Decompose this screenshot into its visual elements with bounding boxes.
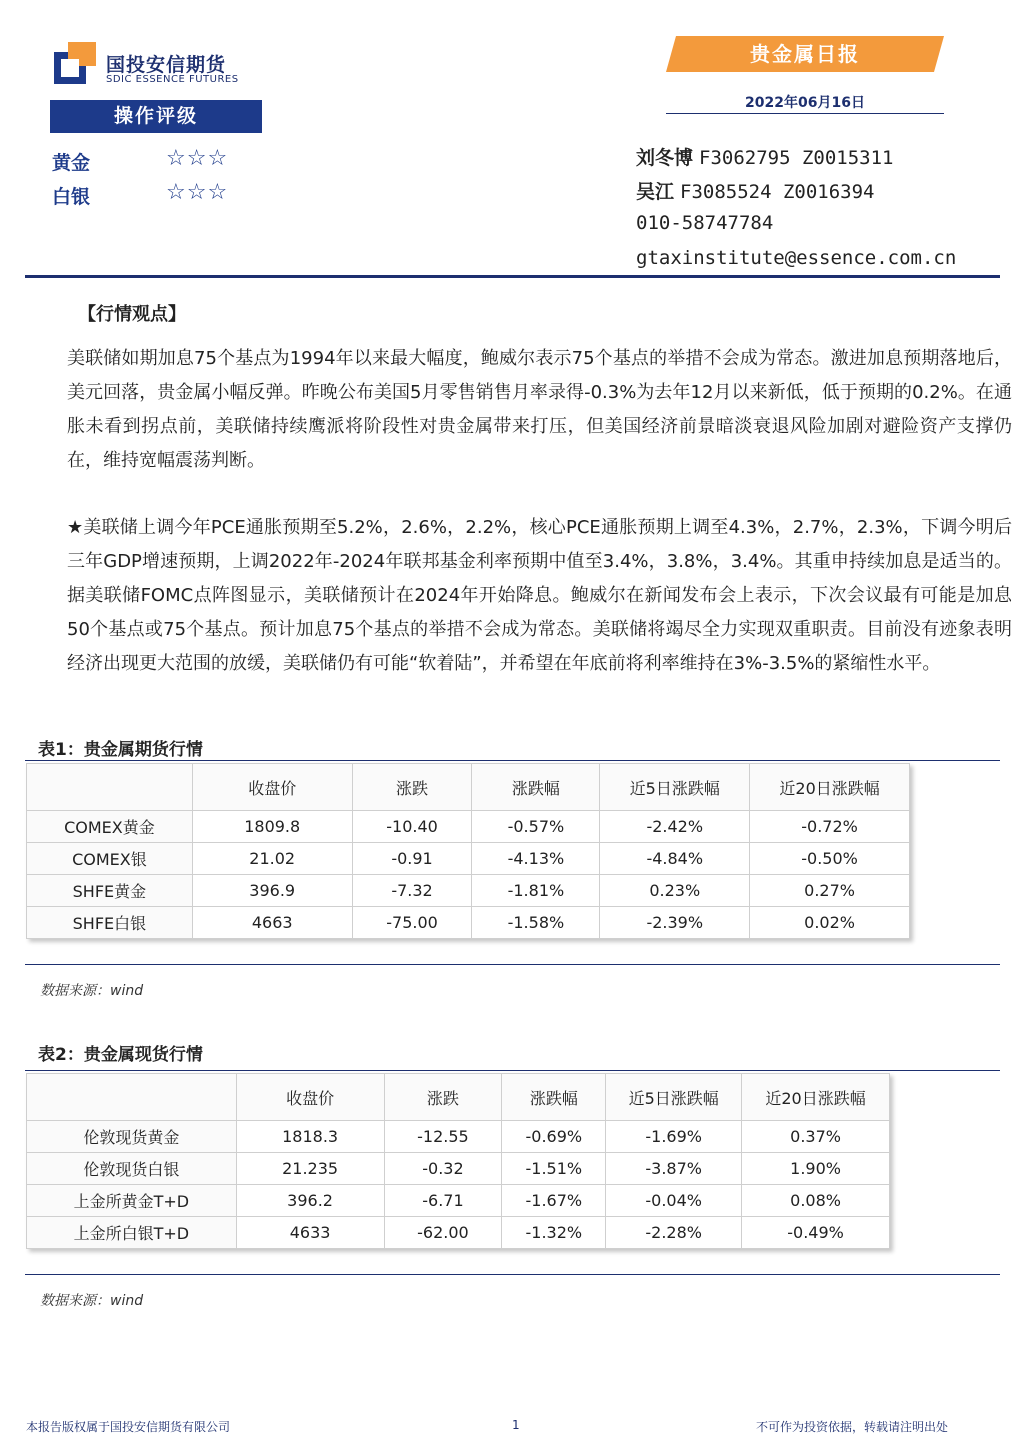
report-title: 贵金属日报 xyxy=(750,42,860,66)
table-cell: -62.00 xyxy=(384,1217,502,1249)
table-cell: 21.02 xyxy=(192,843,352,875)
table-cell: 0.27% xyxy=(750,875,910,907)
row-label: COMEX银 xyxy=(27,843,193,875)
column-header: 涨跌 xyxy=(352,764,472,811)
column-header xyxy=(27,1074,237,1121)
report-date: 2022年06月16日 xyxy=(745,95,865,111)
table2-bottom-rule xyxy=(25,1274,1000,1275)
row-label: SHFE黄金 xyxy=(27,875,193,907)
table-cell: -10.40 xyxy=(352,811,472,843)
column-header: 涨跌幅 xyxy=(502,1074,606,1121)
row-label: COMEX黄金 xyxy=(27,811,193,843)
table-row xyxy=(27,1217,890,1249)
table-cell: 396.2 xyxy=(236,1185,384,1217)
table-cell: -1.69% xyxy=(606,1121,742,1153)
company-logo-icon xyxy=(54,42,96,84)
table-cell: -2.42% xyxy=(600,811,750,843)
table1-bottom-rule xyxy=(25,964,1000,965)
table-cell: -0.50% xyxy=(750,843,910,875)
table-cell: -0.32 xyxy=(384,1153,502,1185)
table-cell: 0.23% xyxy=(600,875,750,907)
rating-gold-stars: ☆☆☆ xyxy=(166,146,229,171)
table-cell: 4663 xyxy=(192,907,352,939)
table-cell: 0.02% xyxy=(750,907,910,939)
table-cell: -1.51% xyxy=(502,1153,606,1185)
footer-disclaimer: 不可作为投资依据，转载请注明出处 xyxy=(756,1420,949,1434)
table-cell: 21.235 xyxy=(236,1153,384,1185)
company-name-cn: 国投安信期货 xyxy=(106,54,227,76)
rating-silver-stars: ☆☆☆ xyxy=(166,180,229,205)
table-cell: -0.69% xyxy=(502,1121,606,1153)
table-cell: -75.00 xyxy=(352,907,472,939)
table-cell: -0.49% xyxy=(742,1217,890,1249)
table-cell: -4.84% xyxy=(600,843,750,875)
column-header: 收盘价 xyxy=(236,1074,384,1121)
table-cell: -12.55 xyxy=(384,1121,502,1153)
analyst-1 xyxy=(636,143,893,170)
table-cell: -0.04% xyxy=(606,1185,742,1217)
column-header xyxy=(27,764,193,811)
company-name-en: SDIC ESSENCE FUTURES xyxy=(106,74,239,85)
table-row xyxy=(27,875,910,907)
page-number: 1 xyxy=(512,1418,520,1432)
table-cell: -2.39% xyxy=(600,907,750,939)
column-header: 近5日涨跌幅 xyxy=(600,764,750,811)
market-view-paragraph-1: 美联储如期加息75个基点为1994年以来最大幅度，鲍威尔表示75个基点的举措不会成为常态。激进加息预期落地后，美元回落，贵金属小幅反弹。昨晚公布美国5月零售销售月率录得-0.3%为去年12月以来新低，低于预期的0.2%。在通胀未看到拐点前，美联储持续鹰派将阶段性对贵金属带来打压，但美国经济前景暗淡衰退风险加剧对避险资产支撑仍在，维持宽幅震荡判断。 xyxy=(67,348,1012,471)
table2-top-rule xyxy=(25,1070,1000,1071)
column-header: 涨跌 xyxy=(384,1074,502,1121)
column-header: 近20日涨跌幅 xyxy=(742,1074,890,1121)
table-cell: -0.57% xyxy=(472,811,600,843)
column-header: 收盘价 xyxy=(192,764,352,811)
table2-source: 数据来源：wind xyxy=(40,1293,144,1309)
date-divider xyxy=(666,113,944,114)
analyst-2-ids: F3085524 Z0016394 xyxy=(680,181,875,203)
table-cell: 0.08% xyxy=(742,1185,890,1217)
analyst-2-name: 吴江 xyxy=(636,181,675,203)
table-cell: -6.71 xyxy=(384,1185,502,1217)
contact-phone: 010-58747784 xyxy=(636,212,774,234)
market-view-title: 【行情观点】 xyxy=(78,304,186,325)
table-cell: -0.91 xyxy=(352,843,472,875)
table-cell: 1.90% xyxy=(742,1153,890,1185)
table1-top-rule xyxy=(25,760,1000,761)
row-label: 上金所黄金T+D xyxy=(27,1185,237,1217)
analyst-1-ids: F3062795 Z0015311 xyxy=(699,147,894,169)
table-cell: -1.81% xyxy=(472,875,600,907)
table-cell: 4633 xyxy=(236,1217,384,1249)
contact-email[interactable]: gtaxinstitute@essence.com.cn xyxy=(636,247,957,269)
table1-source: 数据来源：wind xyxy=(40,983,144,999)
table-cell: -1.32% xyxy=(502,1217,606,1249)
spot-table xyxy=(26,1073,890,1249)
table-cell: 396.9 xyxy=(192,875,352,907)
column-header: 近5日涨跌幅 xyxy=(606,1074,742,1121)
rating-gold-label: 黄金 xyxy=(52,152,91,174)
table-cell: -1.58% xyxy=(472,907,600,939)
table-cell: 0.37% xyxy=(742,1121,890,1153)
futures-table xyxy=(26,763,910,939)
rating-title: 操作评级 xyxy=(50,100,262,133)
table-cell: 1809.8 xyxy=(192,811,352,843)
column-header: 涨跌幅 xyxy=(472,764,600,811)
table2-title: 表2：贵金属现货行情 xyxy=(38,1045,203,1065)
table-row xyxy=(27,1153,890,1185)
report-title-banner xyxy=(666,36,944,72)
row-label: SHFE白银 xyxy=(27,907,193,939)
table1-title: 表1：贵金属期货行情 xyxy=(38,740,203,760)
rating-silver-label: 白银 xyxy=(52,186,91,208)
analyst-2 xyxy=(636,177,874,204)
footer-copyright: 本报告版权属于国投安信期货有限公司 xyxy=(26,1420,231,1434)
row-label: 伦敦现货白银 xyxy=(27,1153,237,1185)
market-view-paragraph-2: ★美联储上调今年PCE通胀预期至5.2%，2.6%，2.2%，核心PCE通胀预期上调至4.3%，2.7%，2.3%，下调今明后三年GDP增速预期，上调2022年-2024年联邦基金利率预期中值至3.4%，3.8%，3.4%。其重申持续加息是适当的。据美联储FOMC点阵图显示，美联储预计在2024年开始降息。鲍威尔在新闻发布会上表示，下次会议最有可能是加息50个基点或75个基点。预计加息75个基点的举措不会成为常态。美联储将竭尽全力实现双重职责。目前没有迹象表明经济出现更大范围的放缓，美联储仍有可能“软着陆”，并希望在年底前将利率维持在3%-3.5%的紧缩性水平。 xyxy=(67,517,1012,674)
header-divider xyxy=(25,275,1000,278)
table-cell: -2.28% xyxy=(606,1217,742,1249)
analyst-1-name: 刘冬博 xyxy=(636,147,694,169)
table-cell: -7.32 xyxy=(352,875,472,907)
table-cell: -1.67% xyxy=(502,1185,606,1217)
table-cell: -0.72% xyxy=(750,811,910,843)
table-row xyxy=(27,1121,890,1153)
table-row xyxy=(27,811,910,843)
table-row xyxy=(27,1185,890,1217)
table-cell: 1818.3 xyxy=(236,1121,384,1153)
table-cell: -3.87% xyxy=(606,1153,742,1185)
table-header-row xyxy=(27,1074,890,1121)
table-cell: -4.13% xyxy=(472,843,600,875)
table-row xyxy=(27,843,910,875)
table-header-row xyxy=(27,764,910,811)
column-header: 近20日涨跌幅 xyxy=(750,764,910,811)
table-row xyxy=(27,907,910,939)
row-label: 上金所白银T+D xyxy=(27,1217,237,1249)
row-label: 伦敦现货黄金 xyxy=(27,1121,237,1153)
